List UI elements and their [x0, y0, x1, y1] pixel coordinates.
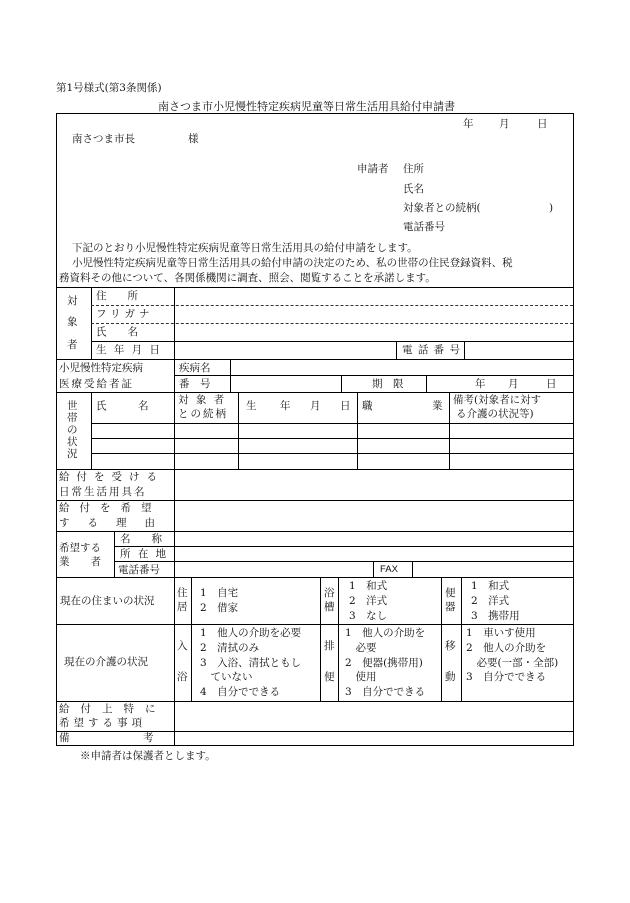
household-birth-header-2: 年: [280, 400, 291, 412]
care-excretion-label-2: 便: [324, 671, 335, 683]
household-label-5: 況: [67, 448, 78, 460]
residence-bath-label-1: 浴: [324, 587, 335, 599]
residence-toilet-label-1: 便: [445, 587, 456, 599]
residence-house-opt-1: 1 自宅: [200, 587, 239, 599]
remarks-label: 備 考: [59, 732, 154, 744]
statement-2-line-1: 小児慢性特定疾病児童等日常生活用具の給付申請の決定のため、私の世帯の住民登録資料、税: [72, 257, 513, 269]
applicant-address: 住所: [403, 163, 424, 175]
subject-name-label: 氏 名: [96, 326, 138, 338]
vendor-phone-label: 電話番号: [118, 564, 160, 576]
household-birth-header-3: 月: [310, 400, 321, 412]
cert-period-label: 期 限: [372, 378, 404, 390]
applicant-relation-close: ): [549, 202, 554, 214]
care-bath-opt-2: 2 清拭のみ: [200, 642, 260, 654]
care-bath-label-1: 入: [177, 640, 188, 652]
goods-label-1: 給付を受ける: [59, 471, 164, 483]
care-move-opt-2: 2 他人の介助を: [466, 642, 547, 654]
household-name-header: 氏 名: [96, 400, 149, 412]
residence-toilet-opt-1: 1 和式: [471, 580, 510, 592]
care-excretion-label-1: 排: [324, 640, 335, 652]
subject-phone-label: 電 話 番 号: [402, 344, 462, 356]
care-excretion-opt-5: 3 自分でできる: [345, 686, 426, 698]
care-move-label-1: 移: [445, 640, 456, 652]
household-label-2: 帯: [67, 412, 78, 424]
vendor-label-1: 希望する: [59, 542, 101, 554]
care-move-opt-1: 1 車いす使用: [466, 627, 536, 639]
cert-number-label: 番 号: [179, 378, 211, 390]
residence-house-label-2: 居: [177, 601, 188, 613]
residence-toilet-opt-2: 2 洋式: [471, 595, 510, 607]
vendor-location-label: 所 在 地: [120, 548, 169, 560]
subject-address-label: 住 所: [96, 290, 138, 302]
applicant-name: 氏名: [403, 183, 424, 195]
household-label-3: の: [67, 424, 78, 436]
date-year: 年: [463, 118, 474, 130]
care-excretion-opt-3: 2 便器(携帯用): [345, 657, 423, 669]
care-bath-opt-1: 1 他人の介助を必要: [200, 627, 302, 639]
household-birth-header-1: 生: [246, 400, 257, 412]
applicant-phone: 電話番号: [403, 221, 445, 233]
subject-furigana-label: フリガナ: [96, 308, 154, 320]
care-excretion-opt-1: 1 他人の介助を: [345, 627, 426, 639]
household-occupation-header-1: 職: [362, 400, 373, 412]
household-occupation-header-2: 業: [432, 400, 443, 412]
household-birth-header-4: 日: [340, 400, 351, 412]
household-relation-header-1: 対 象 者: [178, 394, 227, 406]
vendor-name-label: 名 称: [120, 533, 162, 545]
cert-label-2: 医療受給者証: [59, 378, 134, 390]
vendor-label-2: 業 者: [59, 556, 101, 568]
cert-label-1: 小児慢性特定疾病: [59, 362, 143, 374]
care-bath-opt-4: ていない: [200, 671, 253, 683]
residence-toilet-opt-3: 3 携帯用: [471, 610, 520, 622]
cert-disease-label: 疾病名: [179, 362, 211, 374]
subject-label-3: 者: [67, 339, 78, 351]
care-excretion-opt-2: 必要: [345, 642, 377, 654]
cert-year: 年: [475, 378, 486, 390]
household-remarks-header-2: る介護の状況等): [456, 408, 534, 420]
form-title: 南さつま市小児慢性特定疾病児童等日常生活用具給付申請書: [158, 100, 455, 113]
care-bath-label-2: 浴: [177, 671, 188, 683]
addressee-honorific: 様: [188, 133, 199, 145]
care-excretion-opt-4: 使用: [345, 671, 377, 683]
residence-bath-label-2: 槽: [324, 601, 335, 613]
goods-label-2: 日常生活用具名: [59, 486, 147, 498]
addressee-name: 南さつま市長: [72, 133, 135, 145]
household-label-1: 世: [67, 400, 78, 412]
residence-bath-opt-3: 3 なし: [349, 610, 388, 622]
residence-bath-opt-1: 1 和式: [349, 580, 388, 592]
care-move-label-2: 動: [445, 671, 456, 683]
household-remarks-header-1: 備考(対象者に対す: [453, 394, 542, 406]
care-move-opt-3: 必要(一部・全部): [466, 657, 559, 669]
applicant-label: 申請者: [357, 163, 389, 175]
footnote: ※申請者は保護者とします。: [80, 750, 216, 762]
cert-day: 日: [546, 378, 557, 390]
reason-label-2: する理由: [59, 517, 173, 529]
subject-label-1: 対: [67, 295, 78, 307]
household-relation-header-2: との続柄: [178, 408, 228, 420]
vendor-fax-label: FAX: [380, 564, 398, 575]
applicant-relation: 対象者との続柄(: [403, 202, 481, 214]
date-day: 日: [537, 118, 548, 130]
form-id: 第1号様式(第3条関係): [56, 82, 162, 94]
residence-toilet-label-2: 器: [445, 601, 456, 613]
residence-house-label-1: 住: [177, 587, 188, 599]
residence-house-opt-2: 2 借家: [200, 602, 239, 614]
care-move-opt-4: 3 自分でできる: [466, 671, 547, 683]
residence-label: 現在の住まいの状況: [60, 595, 155, 607]
special-label-2: 希望する事項: [59, 717, 146, 729]
cert-month: 月: [508, 378, 519, 390]
special-label-1: 給付上特に: [59, 703, 167, 715]
subject-label-2: 象: [67, 316, 78, 328]
date-month: 月: [499, 118, 510, 130]
statement-1: 下記のとおり小児慢性特定疾病児童等日常生活用具の給付申請をします。: [72, 242, 418, 254]
statement-2-line-2: 務資料その他について、各関係機関に調査、照会、閲覧することを承諾します。: [59, 272, 436, 284]
reason-label-1: 給付を希望: [59, 502, 162, 514]
care-bath-opt-3: 3 入浴、清拭ともし: [200, 657, 302, 669]
household-label-4: 状: [67, 436, 78, 448]
care-bath-opt-5: 4 自分でできる: [200, 686, 281, 698]
residence-bath-opt-2: 2 洋式: [349, 595, 388, 607]
subject-birth-label: 生 年 月 日: [96, 344, 163, 356]
care-label: 現在の介護の状況: [64, 656, 148, 668]
